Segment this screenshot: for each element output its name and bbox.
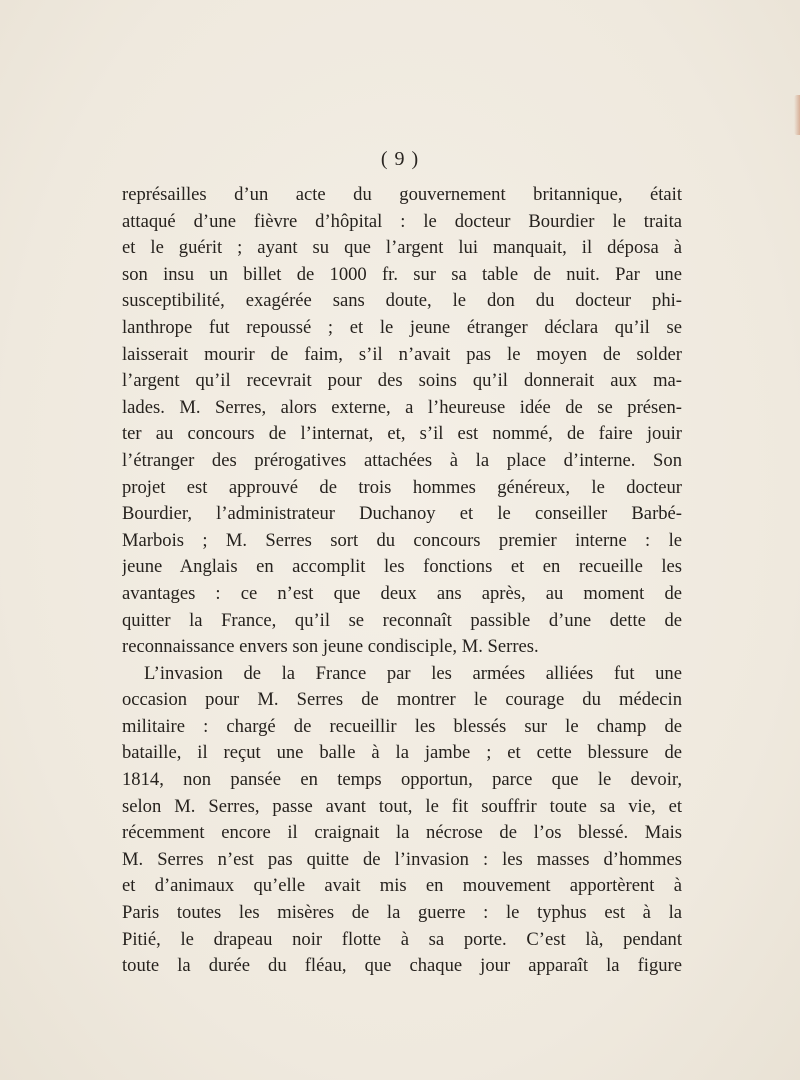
text-line: Marbois ; M. Serres sort du concours premier interne : le xyxy=(122,529,682,551)
text-line: militaire : chargé de recueillir les blessés sur le champ de xyxy=(122,715,682,737)
text-line: toute la durée du fléau, que chaque jour apparaît la figure xyxy=(122,955,682,977)
text-line: L’invasion de la France par les armées alliées fut une xyxy=(144,662,682,684)
text-line: reconnaissance envers son jeune condisciple, M. Serres. xyxy=(122,636,539,658)
text-line: l’étranger des prérogatives attachées à la place d’interne. Son xyxy=(122,449,682,471)
text-line: susceptibilité, exagérée sans doute, le don du docteur phi- xyxy=(122,290,682,312)
text-line: avantages : ce n’est que deux ans après, au moment de xyxy=(122,582,682,604)
text-line: projet est approuvé de trois hommes généreux, le docteur xyxy=(122,476,682,498)
text-line: et d’animaux qu’elle avait mis en mouvement apportèrent à xyxy=(122,875,682,897)
text-line: son insu un billet de 1000 fr. sur sa table de nuit. Par une xyxy=(122,263,682,285)
text-line: l’argent qu’il recevrait pour des soins qu’il donnerait aux ma- xyxy=(122,370,682,392)
text-line: Paris toutes les misères de la guerre : le typhus est à la xyxy=(122,902,682,924)
text-line: ter au concours de l’internat, et, s’il est nommé, de faire jouir xyxy=(122,423,682,445)
text-line: jeune Anglais en accomplit les fonctions et en recueille les xyxy=(122,556,682,578)
text-line: occasion pour M. Serres de montrer le courage du médecin xyxy=(122,689,682,711)
text-line: Bourdier, l’administrateur Duchanoy et le conseiller Barbé- xyxy=(122,503,682,525)
text-line: M. Serres n’est pas quitte de l’invasion : les masses d’hommes xyxy=(122,848,682,870)
text-line: 1814, non pansée en temps opportun, parce que le devoir, xyxy=(122,769,682,791)
body-text xyxy=(122,182,682,980)
text-line: selon M. Serres, passe avant tout, le fit souffrir toute sa vie, et xyxy=(122,795,682,817)
text-line: lades. M. Serres, alors externe, a l’heureuse idée de se présen- xyxy=(122,396,682,418)
text-line: quitter la France, qu’il se reconnaît passible d’une dette de xyxy=(122,609,682,631)
text-line: et le guérit ; ayant su que l’argent lui manquait, il déposa à xyxy=(122,237,682,259)
page-number: ( 9 ) xyxy=(380,148,420,170)
text-line: bataille, il reçut une balle à la jambe ; et cette blessure de xyxy=(122,742,682,764)
text-line: lanthrope fut repoussé ; et le jeune étranger déclara qu’il se xyxy=(122,316,682,338)
text-line: attaqué d’une fièvre d’hôpital : le docteur Bourdier le traita xyxy=(122,210,682,232)
text-line: représailles d’un acte du gouvernement britannique, était xyxy=(122,184,682,205)
text-line: récemment encore il craignait la nécrose de l’os blessé. Mais xyxy=(122,822,682,844)
text-line: Pitié, le drapeau noir flotte à sa porte. C’est là, pendant xyxy=(122,928,682,950)
text-line: laisserait mourir de faim, s’il n’avait pas le moyen de solder xyxy=(122,343,682,365)
page-edge-stain xyxy=(794,95,800,135)
